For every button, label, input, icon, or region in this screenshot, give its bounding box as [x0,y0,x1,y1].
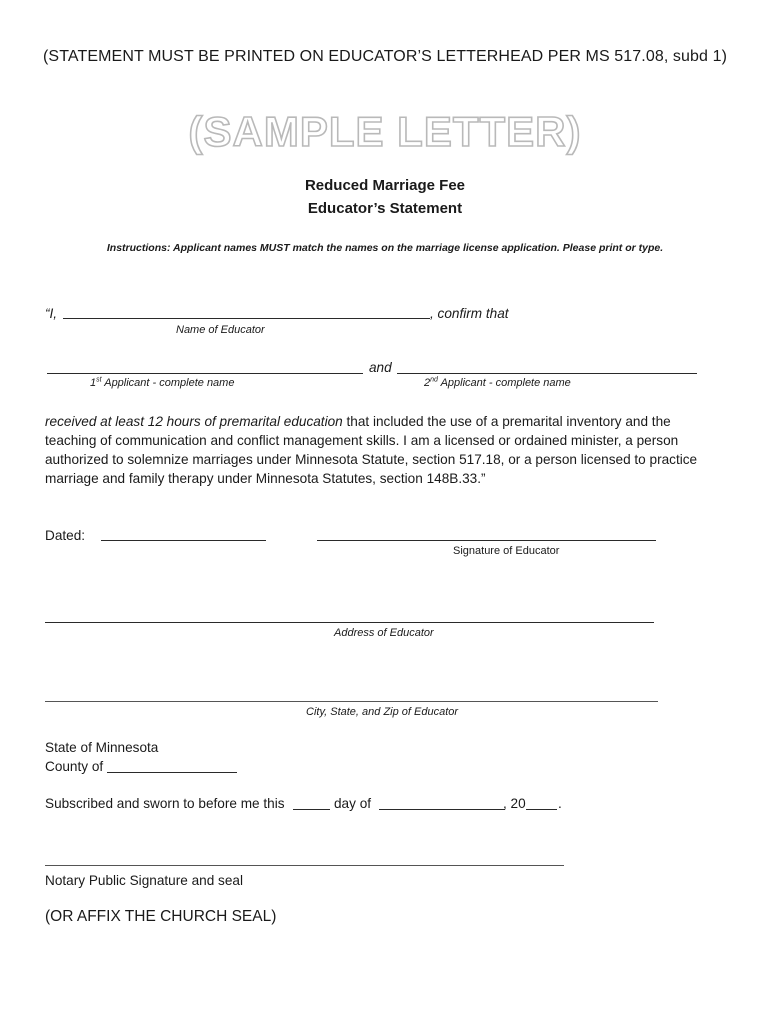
sample-letter-watermark: (SAMPLE LETTER) [188,108,582,155]
statement-line-4: marriage and family therapy under Minnesota Statutes, section 148B.33.” [45,471,486,486]
address-caption: Address of Educator [334,627,434,639]
educator-name-field[interactable] [63,318,430,319]
notary-signature-field[interactable] [45,865,564,866]
address-field[interactable] [45,622,654,623]
sworn-year-field[interactable] [526,809,557,810]
statement-line-2: teaching of communication and conflict management skills. I am a licensed or ordained minister, a person [45,433,679,448]
dated-label: Dated: [45,528,86,543]
document-title: Reduced Marriage Fee [304,177,466,194]
statement-line-3: authorized to solemnize marriages under Minnesota Statute, section 517.18, or a person licensed to practice [45,452,698,467]
sworn-text-part4: . [558,796,562,811]
applicant2-caption: 2nd Applicant - complete name [424,376,571,389]
church-seal-note: (OR AFFIX THE CHURCH SEAL) [45,908,277,925]
county-label: County of [45,759,104,774]
sworn-text-part2: day of [334,796,372,811]
letterhead-notice: (STATEMENT MUST BE PRINTED ON EDUCATOR’S LETTERHEAD PER MS 517.08, subd 1) [43,48,727,65]
statement-line-1: received at least 12 hours of premarital education that included the use of a premarital inventory and the [45,414,671,429]
signature-field[interactable] [317,540,656,541]
educator-suffix: , confirm that [430,306,509,321]
sworn-day-field[interactable] [293,809,330,810]
date-field[interactable] [101,540,266,541]
signature-caption: Signature of Educator [453,545,560,557]
county-field[interactable] [107,772,237,773]
sworn-month-field[interactable] [379,809,505,810]
notary-label: Notary Public Signature and seal [45,873,243,888]
educator-name-caption: Name of Educator [176,324,265,336]
applicant2-name-field[interactable] [397,373,697,374]
sworn-text-part1: Subscribed and sworn to before me this [45,796,285,811]
city-state-zip-field[interactable] [45,701,658,702]
instructions-text: Instructions: Applicant names MUST match the names on the marriage license application. Please print or type. [106,242,664,254]
educator-prefix: “I, [45,306,58,321]
city-state-zip-caption: City, State, and Zip of Educator [306,706,459,718]
applicants-connector: and [369,360,392,375]
sworn-text-part3: , 20 [503,796,526,811]
statement-paragraph [45,412,735,488]
document-subtitle: Educator’s Statement [307,200,463,217]
state-label: State of Minnesota [45,740,159,755]
applicant1-caption: 1st Applicant - complete name [90,376,235,389]
applicant1-name-field[interactable] [47,373,363,374]
